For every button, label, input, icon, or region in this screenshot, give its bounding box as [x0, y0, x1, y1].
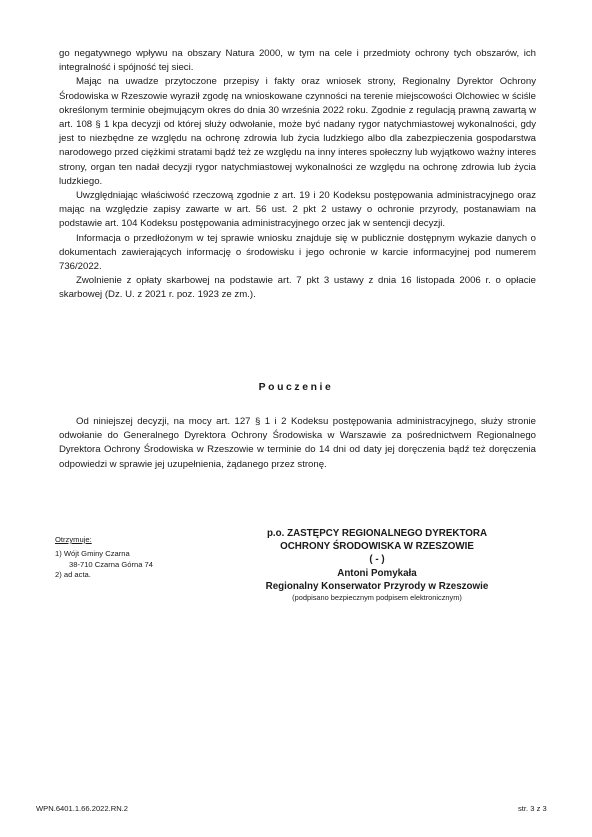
signature-note: (podpisano bezpiecznym podpisem elektronicznym) [292, 593, 462, 603]
recipient-item: 2) ad acta. [55, 570, 91, 580]
recipient-item: 1) Wójt Gminy Czarna [55, 549, 130, 559]
instruction-section [59, 415, 536, 472]
paragraph-fee-exemption: Zwolnienie z opłaty skarbowej na podstawie art. 7 pkt 3 ustawy z dnia 16 listopada 2006 r. o opłacie skarbowej (Dz. U. z 2021 r. poz. 1923 ze zm.). [59, 275, 536, 301]
paragraph-natura-2000: go negatywnego wpływu na obszary Natura 2000, w tym na cele i przedmioty ochrony tych obszarów, ich integralność i spójność tej sieci. [59, 48, 536, 74]
document-reference: WPN.6401.1.66.2022.RN.2 [36, 804, 129, 813]
paragraph-legal-basis: Uwzględniając właściwość rzeczową zgodnie z art. 19 i 20 Kodeksu postępowania administracyjnego oraz mając na względzie zapisy zawarte w art. 56 ust. 2 pkt 2 ustawy o ochronie przyrody, postanawiam na podstawie art. 104 Kodeksu postępowania administracyjnego orzec jak w sentencji decyzji. [59, 190, 536, 230]
signature-title-line2: OCHRONY ŚRODOWISKA W RZESZOWIE [280, 541, 474, 553]
signatory-name: Antoni Pomykała [337, 567, 417, 579]
decision-justification [59, 47, 536, 303]
signatory-role: Regionalny Konserwator Przyrody w Rzeszowie [265, 580, 489, 592]
signature-mark: ( - ) [369, 554, 385, 566]
instruction-text: Od niniejszej decyzji, na mocy art. 127 § 1 i 2 Kodeksu postępowania administracyjnego, służy stronie odwołanie do Generalnego Dyrektora Ochrony Środowiska w Warszawie za pośrednictwem Regionalnego Dyrektora Ochrony Środowiska w Rzeszowie w terminie do 14 dni od daty jej doręczenia bądź też doręczenia odpowiedzi w sprawie jej uzupełnienia, żądanego przez stronę. [59, 416, 536, 470]
recipients-label: Otrzymuje: [55, 535, 92, 544]
paragraph-information: Informacja o przedłożonym w tej sprawie wniosku znajduje się w publicznie dostępnym wykazie danych o dokumentach zawierających informację o środowisku i jego ochronie w karcie informacyjnej pod numerem 736/2022. [59, 232, 536, 273]
paragraph-consent: Mając na uwadze przytoczone przepisy i fakty oraz wniosek strony, Regionalny Dyrektor Ochrony Środowiska w Rzeszowie wyraził zgodę na wnioskowane czynności na terenie miejscowości Olchowiec w ściśle określonym terminie obejmującym okres do dnia 30 września 2022 roku. Zgodnie z regulacją prawną zawartą w art. 108 § 1 kpa decyzji od której służy odwołanie, może być nadany rygor natychmiastowej wykonalności, gdy jest to niezbędne ze względu na ochronę zdrowia lub życia ludzkiego albo dla zabezpieczenia gospodarstwa narodowego przed ciężkimi stratami bądź też ze względu na inny interes społeczny lub wyjątkowo ważny interes strony, organ ten nadał decyzji rygor natychmiastowej wykonalności ze względu na ochronę zdrowia lub życia ludzkiego. [59, 76, 536, 187]
instruction-heading: Pouczenie [258, 382, 334, 393]
recipients-block [55, 535, 245, 581]
signature-block [232, 527, 522, 603]
page-number: str. 3 z 3 [518, 804, 547, 813]
signature-title-line1: p.o. ZASTĘPCY REGIONALNEGO DYREKTORA [266, 528, 488, 539]
recipient-address: 38-710 Czarna Górna 74 [69, 559, 154, 569]
